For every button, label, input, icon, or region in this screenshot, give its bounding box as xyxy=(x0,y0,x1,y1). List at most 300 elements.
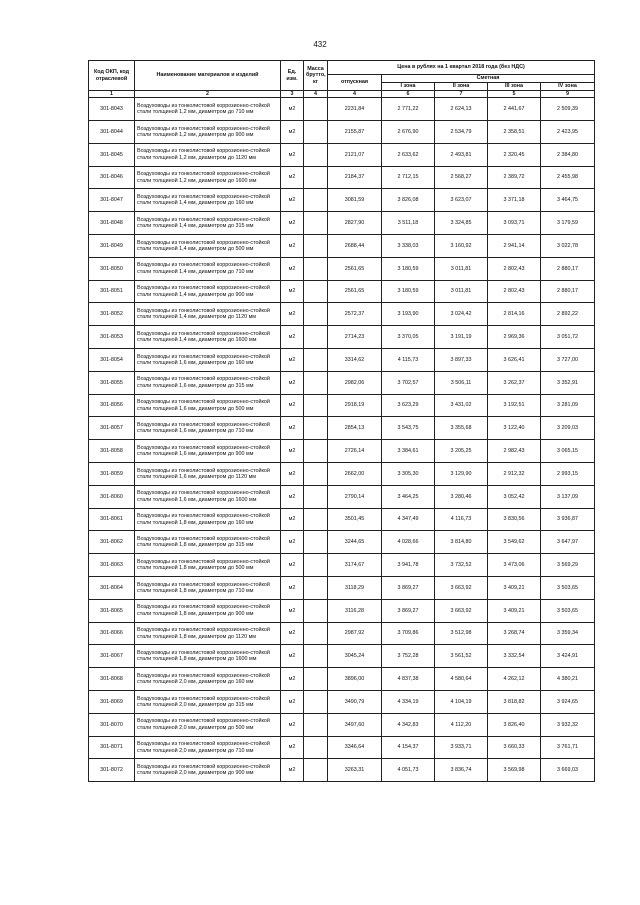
cell-zone-2: 3 011,81 xyxy=(435,257,488,280)
cell-zone-4: 3 569,29 xyxy=(541,554,595,577)
cell-zone-3: 3 409,21 xyxy=(488,599,541,622)
cell-unit: м2 xyxy=(281,508,304,531)
cell-zone-4: 3 464,75 xyxy=(541,189,595,212)
cell-zone-3: 3 626,41 xyxy=(488,349,541,372)
header-price-title: Цена в рублях на 1 квартал 2018 года (без НДС) xyxy=(328,61,595,75)
cell-mass xyxy=(304,713,328,736)
cell-mass xyxy=(304,303,328,326)
cell-mass xyxy=(304,668,328,691)
cell-zone-1: 3 370,05 xyxy=(382,326,435,349)
cell-unit: м2 xyxy=(281,257,304,280)
cell-unit: м2 xyxy=(281,166,304,189)
cell-code: 301-8045 xyxy=(89,143,135,166)
cell-zone-4: 2 880,17 xyxy=(541,257,595,280)
cell-unit: м2 xyxy=(281,554,304,577)
cell-code: 301-8056 xyxy=(89,394,135,417)
cell-name: Воздуховоды из тонколистовой коррозионно-стойкой стали толщиной 1,6 мм, диаметром до 500 мм xyxy=(135,394,281,417)
cell-zone-4: 2 384,80 xyxy=(541,143,595,166)
price-table xyxy=(88,60,595,782)
cell-name: Воздуховоды из тонколистовой коррозионно-стойкой стали толщиной 1,2 мм, диаметром до 1600 мм xyxy=(135,166,281,189)
cell-zone-1: 4 051,73 xyxy=(382,759,435,782)
cell-zone-2: 3 561,52 xyxy=(435,645,488,668)
cell-zone-4: 3 424,91 xyxy=(541,645,595,668)
cell-unit: м2 xyxy=(281,759,304,782)
cell-name: Воздуховоды из тонколистовой коррозионно-стойкой стали толщиной 1,6 мм, диаметром до 710 мм xyxy=(135,417,281,440)
cell-otpusknaya: 3346,64 xyxy=(328,736,382,759)
cell-otpusknaya: 3501,45 xyxy=(328,508,382,531)
cell-unit: м2 xyxy=(281,622,304,645)
table-row xyxy=(89,463,595,486)
cell-zone-4: 3 137,09 xyxy=(541,485,595,508)
cell-otpusknaya: 3314,62 xyxy=(328,349,382,372)
cell-mass xyxy=(304,759,328,782)
cell-unit: м2 xyxy=(281,121,304,144)
cell-mass xyxy=(304,599,328,622)
cell-zone-4: 3 924,65 xyxy=(541,691,595,714)
cell-code: 301-8069 xyxy=(89,691,135,714)
cell-code: 301-8071 xyxy=(89,736,135,759)
cell-code: 301-8054 xyxy=(89,349,135,372)
cell-zone-1: 3 869,27 xyxy=(382,577,435,600)
table-row xyxy=(89,98,595,121)
cell-zone-1: 3 623,29 xyxy=(382,394,435,417)
cell-unit: м2 xyxy=(281,235,304,258)
table-row xyxy=(89,280,595,303)
header-code: Код ОКП, код отраслевой xyxy=(89,61,135,91)
cell-code: 301-8068 xyxy=(89,668,135,691)
table-row xyxy=(89,508,595,531)
cell-zone-1: 3 338,03 xyxy=(382,235,435,258)
cell-name: Воздуховоды из тонколистовой коррозионно-стойкой стали толщиной 1,6 мм, диаметром до 160 мм xyxy=(135,349,281,372)
cell-zone-2: 3 663,92 xyxy=(435,599,488,622)
header-row xyxy=(89,61,595,75)
cell-name: Воздуховоды из тонколистовой коррозионно-стойкой стали толщиной 1,8 мм, диаметром до 160 мм xyxy=(135,508,281,531)
cell-unit: м2 xyxy=(281,349,304,372)
cell-unit: м2 xyxy=(281,212,304,235)
header-zone-4: IV зона xyxy=(541,83,595,91)
cell-code: 301-8044 xyxy=(89,121,135,144)
cell-otpusknaya: 3263,31 xyxy=(328,759,382,782)
cell-otpusknaya: 2854,13 xyxy=(328,417,382,440)
cell-zone-4: 3 503,65 xyxy=(541,577,595,600)
cell-zone-3: 3 093,71 xyxy=(488,212,541,235)
cell-zone-4: 2 993,15 xyxy=(541,463,595,486)
cell-mass xyxy=(304,121,328,144)
cell-otpusknaya: 2155,87 xyxy=(328,121,382,144)
cell-mass xyxy=(304,577,328,600)
cell-code: 301-8057 xyxy=(89,417,135,440)
cell-otpusknaya: 2726,14 xyxy=(328,440,382,463)
cell-otpusknaya: 2827,90 xyxy=(328,212,382,235)
cell-mass xyxy=(304,645,328,668)
cell-zone-1: 3 752,28 xyxy=(382,645,435,668)
cell-zone-1: 4 154,37 xyxy=(382,736,435,759)
cell-code: 301-8043 xyxy=(89,98,135,121)
table-row xyxy=(89,303,595,326)
cell-name: Воздуховоды из тонколистовой коррозионно-стойкой стали толщиной 1,4 мм, диаметром до 315 мм xyxy=(135,212,281,235)
cell-name: Воздуховоды из тонколистовой коррозионно-стойкой стали толщиной 1,6 мм, диаметром до 1120 мм xyxy=(135,463,281,486)
cell-zone-3: 3 549,62 xyxy=(488,531,541,554)
cell-zone-2: 3 836,74 xyxy=(435,759,488,782)
cell-code: 301-8061 xyxy=(89,508,135,531)
cell-name: Воздуховоды из тонколистовой коррозионно-стойкой стали толщиной 1,6 мм, диаметром до 900 мм xyxy=(135,440,281,463)
cell-unit: м2 xyxy=(281,531,304,554)
cell-mass xyxy=(304,326,328,349)
table-row xyxy=(89,143,595,166)
cell-mass xyxy=(304,691,328,714)
table-row xyxy=(89,417,595,440)
cell-zone-2: 3 205,25 xyxy=(435,440,488,463)
cell-zone-4: 3 352,91 xyxy=(541,371,595,394)
cell-zone-1: 3 826,08 xyxy=(382,189,435,212)
cell-zone-2: 3 280,46 xyxy=(435,485,488,508)
header-smetnaya: Сметная xyxy=(382,75,595,83)
cell-zone-1: 3 180,59 xyxy=(382,257,435,280)
cell-mass xyxy=(304,143,328,166)
cell-zone-2: 3 160,92 xyxy=(435,235,488,258)
cell-otpusknaya: 3118,29 xyxy=(328,577,382,600)
cell-zone-4: 3 932,32 xyxy=(541,713,595,736)
cell-zone-1: 4 028,66 xyxy=(382,531,435,554)
cell-otpusknaya: 3244,65 xyxy=(328,531,382,554)
cell-zone-2: 3 512,98 xyxy=(435,622,488,645)
table-row xyxy=(89,531,595,554)
cell-zone-4: 3 727,00 xyxy=(541,349,595,372)
cell-zone-3: 3 052,42 xyxy=(488,485,541,508)
cell-unit: м2 xyxy=(281,599,304,622)
cell-zone-4: 3 209,03 xyxy=(541,417,595,440)
table-row xyxy=(89,349,595,372)
cell-zone-4: 3 359,34 xyxy=(541,622,595,645)
cell-zone-3: 3 818,82 xyxy=(488,691,541,714)
cell-code: 301-8063 xyxy=(89,554,135,577)
table-row xyxy=(89,326,595,349)
cell-zone-2: 3 324,85 xyxy=(435,212,488,235)
cell-otpusknaya: 2688,44 xyxy=(328,235,382,258)
cell-zone-2: 3 011,81 xyxy=(435,280,488,303)
cell-zone-3: 4 262,12 xyxy=(488,668,541,691)
cell-zone-1: 2 712,15 xyxy=(382,166,435,189)
cell-code: 301-8053 xyxy=(89,326,135,349)
column-number: 7 xyxy=(435,91,488,98)
header-zone-1: I зона xyxy=(382,83,435,91)
cell-otpusknaya: 2231,84 xyxy=(328,98,382,121)
cell-zone-3: 2 802,43 xyxy=(488,257,541,280)
cell-zone-2: 2 568,27 xyxy=(435,166,488,189)
table-row xyxy=(89,759,595,782)
cell-zone-1: 3 869,27 xyxy=(382,599,435,622)
cell-unit: м2 xyxy=(281,98,304,121)
cell-otpusknaya: 3490,79 xyxy=(328,691,382,714)
cell-zone-3: 2 358,51 xyxy=(488,121,541,144)
cell-unit: м2 xyxy=(281,303,304,326)
cell-code: 301-8067 xyxy=(89,645,135,668)
cell-mass xyxy=(304,394,328,417)
cell-unit: м2 xyxy=(281,668,304,691)
column-number: 9 xyxy=(541,91,595,98)
cell-code: 301-8052 xyxy=(89,303,135,326)
cell-zone-4: 2 509,39 xyxy=(541,98,595,121)
cell-zone-1: 4 334,19 xyxy=(382,691,435,714)
cell-zone-2: 3 191,19 xyxy=(435,326,488,349)
cell-otpusknaya: 2918,19 xyxy=(328,394,382,417)
table-row xyxy=(89,645,595,668)
cell-unit: м2 xyxy=(281,736,304,759)
cell-name: Воздуховоды из тонколистовой коррозионно-стойкой стали толщиной 1,8 мм, диаметром до 1600 мм xyxy=(135,645,281,668)
table-row xyxy=(89,599,595,622)
cell-zone-3: 3 268,74 xyxy=(488,622,541,645)
cell-zone-2: 3 129,90 xyxy=(435,463,488,486)
cell-zone-3: 3 262,37 xyxy=(488,371,541,394)
cell-otpusknaya: 2184,37 xyxy=(328,166,382,189)
cell-zone-3: 3 371,18 xyxy=(488,189,541,212)
cell-zone-1: 3 941,78 xyxy=(382,554,435,577)
cell-otpusknaya: 2982,06 xyxy=(328,371,382,394)
cell-code: 301-8070 xyxy=(89,713,135,736)
cell-name: Воздуховоды из тонколистовой коррозионно-стойкой стали толщиной 2,0 мм, диаметром до 900 мм xyxy=(135,759,281,782)
cell-zone-1: 3 511,18 xyxy=(382,212,435,235)
cell-zone-3: 2 982,43 xyxy=(488,440,541,463)
cell-otpusknaya: 2561,65 xyxy=(328,257,382,280)
cell-name: Воздуховоды из тонколистовой коррозионно-стойкой стали толщиной 1,4 мм, диаметром до 500 мм xyxy=(135,235,281,258)
cell-mass xyxy=(304,531,328,554)
cell-name: Воздуховоды из тонколистовой коррозионно-стойкой стали толщиной 1,4 мм, диаметром до 1600 мм xyxy=(135,326,281,349)
cell-unit: м2 xyxy=(281,280,304,303)
cell-mass xyxy=(304,189,328,212)
cell-unit: м2 xyxy=(281,645,304,668)
cell-zone-1: 3 305,30 xyxy=(382,463,435,486)
cell-zone-3: 3 409,21 xyxy=(488,577,541,600)
cell-otpusknaya: 2987,92 xyxy=(328,622,382,645)
header-mass: Масса брутто, кг xyxy=(304,61,328,91)
cell-zone-1: 3 193,90 xyxy=(382,303,435,326)
cell-zone-2: 4 112,20 xyxy=(435,713,488,736)
cell-zone-3: 2 969,36 xyxy=(488,326,541,349)
cell-otpusknaya: 3174,67 xyxy=(328,554,382,577)
cell-zone-3: 2 941,14 xyxy=(488,235,541,258)
cell-otpusknaya: 3896,00 xyxy=(328,668,382,691)
cell-zone-1: 3 464,25 xyxy=(382,485,435,508)
cell-code: 301-8047 xyxy=(89,189,135,212)
cell-mass xyxy=(304,235,328,258)
cell-zone-3: 3 473,06 xyxy=(488,554,541,577)
table-row xyxy=(89,189,595,212)
cell-name: Воздуховоды из тонколистовой коррозионно-стойкой стали толщиной 2,0 мм, диаметром до 710 мм xyxy=(135,736,281,759)
cell-zone-3: 3 830,56 xyxy=(488,508,541,531)
cell-name: Воздуховоды из тонколистовой коррозионно-стойкой стали толщиной 1,2 мм, диаметром до 710 мм xyxy=(135,98,281,121)
cell-name: Воздуховоды из тонколистовой коррозионно-стойкой стали толщиной 1,2 мм, диаметром до 900 мм xyxy=(135,121,281,144)
cell-name: Воздуховоды из тонколистовой коррозионно-стойкой стали толщиной 2,0 мм, диаметром до 315 мм xyxy=(135,691,281,714)
cell-mass xyxy=(304,440,328,463)
cell-zone-4: 2 892,22 xyxy=(541,303,595,326)
cell-mass xyxy=(304,257,328,280)
cell-unit: м2 xyxy=(281,371,304,394)
cell-zone-4: 3 022,78 xyxy=(541,235,595,258)
cell-zone-4: 3 936,87 xyxy=(541,508,595,531)
cell-otpusknaya: 2561,65 xyxy=(328,280,382,303)
cell-unit: м2 xyxy=(281,485,304,508)
cell-zone-4: 2 423,95 xyxy=(541,121,595,144)
cell-code: 301-8046 xyxy=(89,166,135,189)
cell-code: 301-8050 xyxy=(89,257,135,280)
cell-zone-2: 2 493,81 xyxy=(435,143,488,166)
cell-zone-3: 3 192,51 xyxy=(488,394,541,417)
cell-code: 301-8065 xyxy=(89,599,135,622)
cell-zone-1: 3 384,61 xyxy=(382,440,435,463)
cell-zone-3: 2 802,43 xyxy=(488,280,541,303)
cell-zone-4: 3 669,03 xyxy=(541,759,595,782)
cell-code: 301-8060 xyxy=(89,485,135,508)
cell-code: 301-8049 xyxy=(89,235,135,258)
cell-mass xyxy=(304,508,328,531)
cell-name: Воздуховоды из тонколистовой коррозионно-стойкой стали толщиной 1,4 мм, диаметром до 900 мм xyxy=(135,280,281,303)
cell-otpusknaya: 2662,00 xyxy=(328,463,382,486)
cell-zone-2: 3 024,42 xyxy=(435,303,488,326)
header-otpusknaya: отпускная xyxy=(328,75,382,91)
cell-zone-1: 3 709,86 xyxy=(382,622,435,645)
cell-zone-1: 4 837,38 xyxy=(382,668,435,691)
cell-zone-2: 4 116,73 xyxy=(435,508,488,531)
cell-zone-3: 3 826,40 xyxy=(488,713,541,736)
cell-zone-4: 3 179,59 xyxy=(541,212,595,235)
cell-name: Воздуховоды из тонколистовой коррозионно-стойкой стали толщиной 1,2 мм, диаметром до 1120 мм xyxy=(135,143,281,166)
cell-unit: м2 xyxy=(281,189,304,212)
cell-unit: м2 xyxy=(281,463,304,486)
cell-code: 301-8048 xyxy=(89,212,135,235)
cell-zone-4: 2 880,17 xyxy=(541,280,595,303)
cell-mass xyxy=(304,98,328,121)
cell-zone-4: 3 281,09 xyxy=(541,394,595,417)
table-row xyxy=(89,440,595,463)
cell-otpusknaya: 2121,07 xyxy=(328,143,382,166)
cell-mass xyxy=(304,736,328,759)
cell-zone-3: 3 660,33 xyxy=(488,736,541,759)
table-row xyxy=(89,713,595,736)
column-numbers-row xyxy=(89,91,595,98)
cell-zone-2: 4 104,19 xyxy=(435,691,488,714)
cell-zone-1: 4 347,49 xyxy=(382,508,435,531)
cell-zone-2: 3 732,52 xyxy=(435,554,488,577)
cell-zone-2: 3 355,68 xyxy=(435,417,488,440)
table-row xyxy=(89,121,595,144)
cell-zone-2: 3 623,07 xyxy=(435,189,488,212)
cell-mass xyxy=(304,417,328,440)
cell-name: Воздуховоды из тонколистовой коррозионно-стойкой стали толщиной 1,8 мм, диаметром до 500 мм xyxy=(135,554,281,577)
cell-unit: м2 xyxy=(281,691,304,714)
cell-otpusknaya: 2714,23 xyxy=(328,326,382,349)
cell-code: 301-8059 xyxy=(89,463,135,486)
cell-mass xyxy=(304,371,328,394)
cell-mass xyxy=(304,166,328,189)
cell-otpusknaya: 2572,37 xyxy=(328,303,382,326)
cell-unit: м2 xyxy=(281,577,304,600)
table-row xyxy=(89,668,595,691)
table-row xyxy=(89,257,595,280)
cell-zone-3: 2 389,72 xyxy=(488,166,541,189)
column-number: 2 xyxy=(135,91,281,98)
cell-code: 301-8066 xyxy=(89,622,135,645)
cell-zone-4: 3 761,71 xyxy=(541,736,595,759)
cell-zone-3: 3 122,40 xyxy=(488,417,541,440)
cell-zone-2: 3 814,80 xyxy=(435,531,488,554)
table-row xyxy=(89,371,595,394)
cell-code: 301-8064 xyxy=(89,577,135,600)
column-number: 6 xyxy=(382,91,435,98)
cell-zone-2: 3 663,92 xyxy=(435,577,488,600)
cell-mass xyxy=(304,485,328,508)
cell-code: 301-8055 xyxy=(89,371,135,394)
cell-mass xyxy=(304,280,328,303)
cell-mass xyxy=(304,463,328,486)
table-row xyxy=(89,622,595,645)
cell-zone-2: 4 580,64 xyxy=(435,668,488,691)
header-zone-3: III зона xyxy=(488,83,541,91)
cell-zone-2: 2 534,79 xyxy=(435,121,488,144)
cell-unit: м2 xyxy=(281,326,304,349)
cell-mass xyxy=(304,349,328,372)
cell-unit: м2 xyxy=(281,394,304,417)
table-row xyxy=(89,554,595,577)
cell-zone-4: 3 503,65 xyxy=(541,599,595,622)
table-row xyxy=(89,166,595,189)
cell-code: 301-8058 xyxy=(89,440,135,463)
cell-name: Воздуховоды из тонколистовой коррозионно-стойкой стали толщиной 1,4 мм, диаметром до 710 мм xyxy=(135,257,281,280)
table-row xyxy=(89,691,595,714)
column-number: 4 xyxy=(304,91,328,98)
cell-zone-1: 4 115,73 xyxy=(382,349,435,372)
column-number: 3 xyxy=(281,91,304,98)
cell-zone-1: 3 702,57 xyxy=(382,371,435,394)
cell-name: Воздуховоды из тонколистовой коррозионно-стойкой стали толщиной 1,4 мм, диаметром до 1120 мм xyxy=(135,303,281,326)
cell-zone-2: 2 624,13 xyxy=(435,98,488,121)
cell-name: Воздуховоды из тонколистовой коррозионно-стойкой стали толщиной 2,0 мм, диаметром до 500 мм xyxy=(135,713,281,736)
cell-zone-2: 3 897,33 xyxy=(435,349,488,372)
cell-zone-4: 2 455,98 xyxy=(541,166,595,189)
cell-unit: м2 xyxy=(281,440,304,463)
cell-unit: м2 xyxy=(281,417,304,440)
cell-zone-2: 3 933,71 xyxy=(435,736,488,759)
cell-mass xyxy=(304,622,328,645)
column-number: 1 xyxy=(89,91,135,98)
cell-zone-4: 4 380,21 xyxy=(541,668,595,691)
cell-otpusknaya: 3497,60 xyxy=(328,713,382,736)
cell-mass xyxy=(304,212,328,235)
table-row xyxy=(89,485,595,508)
table-row xyxy=(89,394,595,417)
cell-zone-2: 3 506,11 xyxy=(435,371,488,394)
cell-zone-4: 3 051,72 xyxy=(541,326,595,349)
cell-name: Воздуховоды из тонколистовой коррозионно-стойкой стали толщиной 1,8 мм, диаметром до 900 мм xyxy=(135,599,281,622)
cell-name: Воздуховоды из тонколистовой коррозионно-стойкой стали толщиной 1,6 мм, диаметром до 315 мм xyxy=(135,371,281,394)
column-number: 4 xyxy=(328,91,382,98)
cell-unit: м2 xyxy=(281,713,304,736)
cell-zone-2: 3 431,02 xyxy=(435,394,488,417)
cell-zone-3: 3 332,54 xyxy=(488,645,541,668)
cell-zone-3: 2 814,16 xyxy=(488,303,541,326)
cell-code: 301-8051 xyxy=(89,280,135,303)
cell-otpusknaya: 2790,14 xyxy=(328,485,382,508)
cell-zone-3: 2 912,32 xyxy=(488,463,541,486)
cell-zone-1: 2 771,22 xyxy=(382,98,435,121)
cell-zone-1: 2 633,62 xyxy=(382,143,435,166)
cell-name: Воздуховоды из тонколистовой коррозионно-стойкой стали толщиной 1,6 мм, диаметром до 1600 мм xyxy=(135,485,281,508)
cell-zone-3: 2 320,45 xyxy=(488,143,541,166)
header-name: Наименование материалов и изделий xyxy=(135,61,281,91)
header-unit: Ед. изм. xyxy=(281,61,304,91)
cell-zone-1: 3 543,75 xyxy=(382,417,435,440)
cell-name: Воздуховоды из тонколистовой коррозионно-стойкой стали толщиной 1,8 мм, диаметром до 315 мм xyxy=(135,531,281,554)
cell-zone-1: 2 676,90 xyxy=(382,121,435,144)
